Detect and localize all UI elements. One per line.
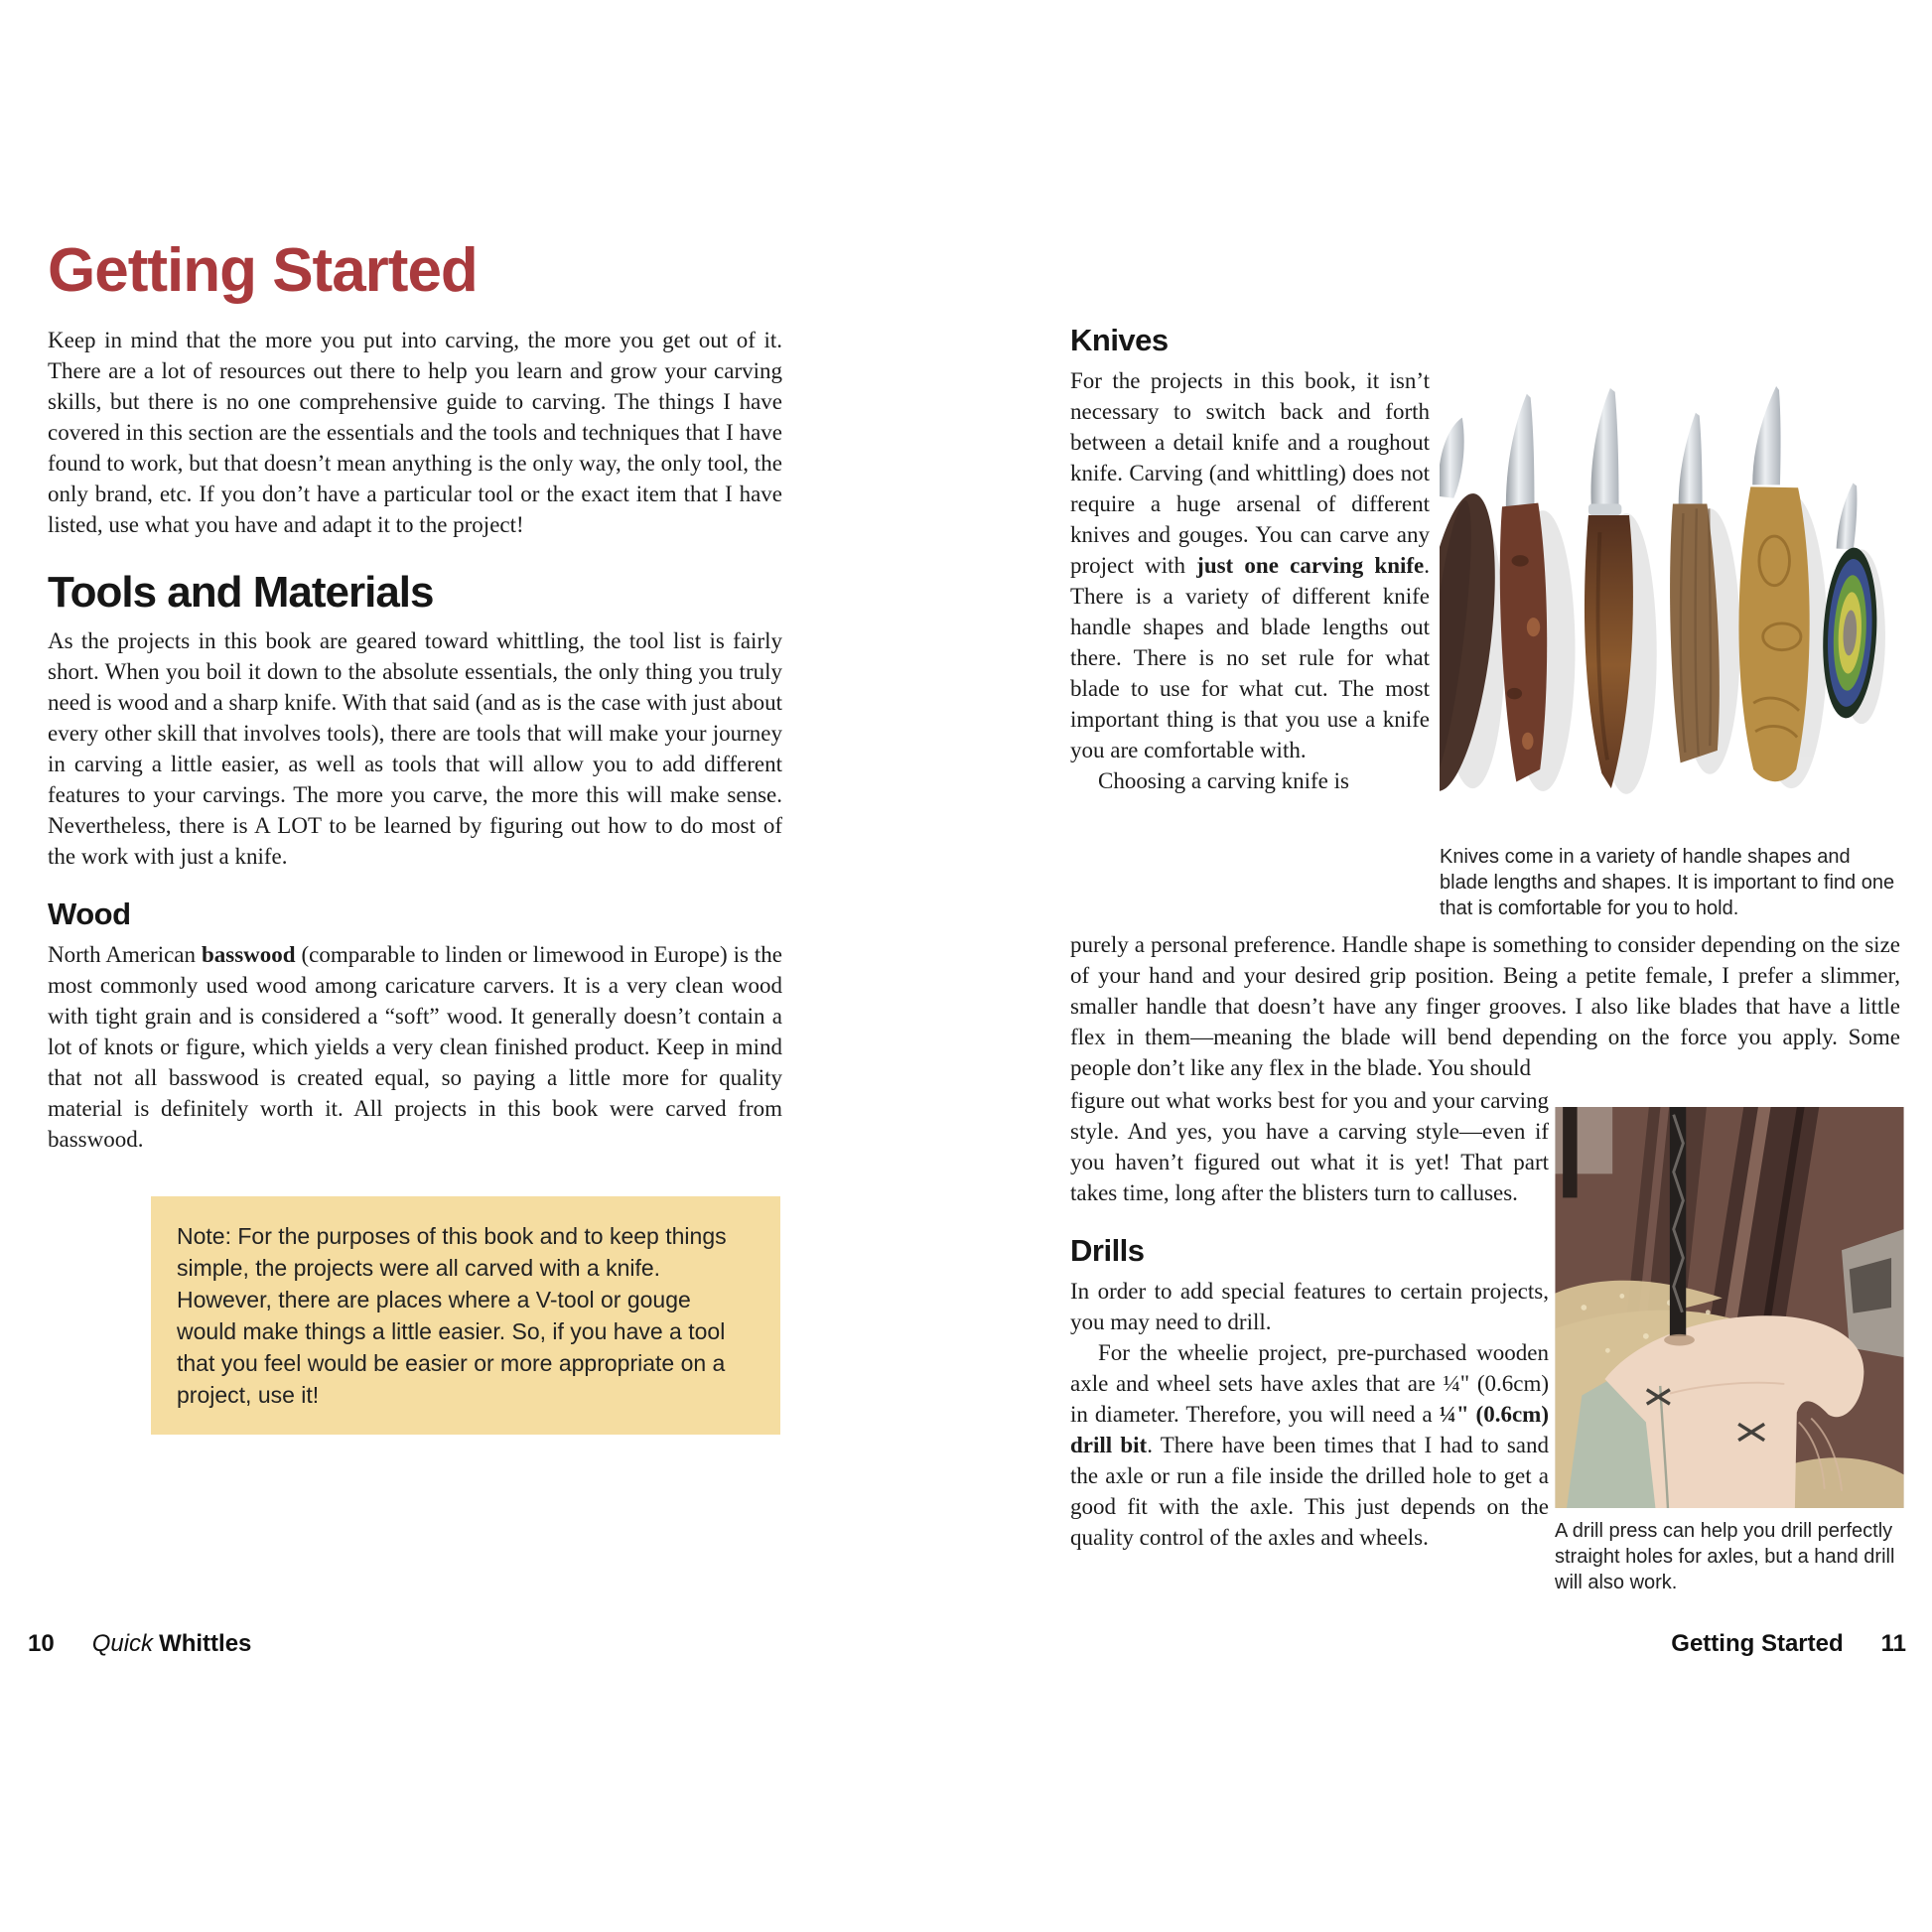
choosing-wide-paragraph: purely a personal preference. Handle shape is something to consider depending on the size of your hand and your desired grip position. Being a petite female, I prefer a slimmer, smaller handle that doesn’t have any finger grooves. I also like blades that have a little flex in them—meaning the blade will bend depending on the force you apply. Some people don’t like any flex in the blade. You should bbox=[1070, 932, 1900, 1080]
drills-heading: Drills bbox=[1070, 1233, 1145, 1268]
knives-photo bbox=[1440, 324, 1904, 834]
knives-photo-column bbox=[1440, 324, 1904, 921]
choosing-narrow-paragraph: figure out what works best for you and your carving style. And yes, you have a carving style—even if you haven’t figured out what it is yet! That part takes time, long after the blisters turn to calluses. bbox=[1070, 1088, 1549, 1205]
note-box bbox=[151, 1196, 780, 1435]
knives-text-column bbox=[1070, 324, 1430, 921]
book-title-script: Quick bbox=[91, 1630, 154, 1657]
page-number-left: 10 bbox=[28, 1630, 55, 1657]
drills-row bbox=[1070, 1085, 1904, 1595]
drill-press-photo bbox=[1555, 1107, 1904, 1508]
drill-photo-column bbox=[1555, 1085, 1904, 1595]
drills-text-column bbox=[1070, 1085, 1549, 1595]
knives-paragraph: For the projects in this book, it isn’t necessary to switch back and forth between a detail knife and a roughout knife. Carving (and whittling) does not require a huge arsenal of different knives and gouges. You can carve any project with just one carving knife. There is a variety of different knife handle shapes and blade lengths out there. There is no set rule for what blade to use for what cut. The most important thing is that you use a knife you are comfortable with. bbox=[1070, 368, 1431, 763]
knives-heading: Knives bbox=[1070, 323, 1169, 357]
knife-5-handle bbox=[1738, 486, 1809, 781]
tools-materials-heading: Tools and Materials bbox=[48, 568, 434, 618]
wood-paragraph: North American basswood (comparable to linden or limewood in Europe) is the most commonly used wood among caricature carvers. It is a very clean wood with tight grain and is considered a “soft” wood. It generally doesn’t contain a lot of knots or figure, which yields a very clean finished product. Keep in mind that not all basswood is created equal, so paying a little more for quality material is definitely worth it. All projects in this book were carved from basswood. bbox=[48, 942, 782, 1153]
left-page bbox=[48, 238, 782, 1435]
wood-heading: Wood bbox=[48, 897, 131, 932]
knives-photo-caption: Knives come in a variety of handle shapes and blade lengths and shapes. It is important to find one that is comfortable for you to hold. bbox=[1440, 846, 1895, 919]
tools-materials-paragraph: As the projects in this book are geared toward whittling, the tool list is fairly short. When you boil it down to the absolute essentials, the only thing you truly need is wood and a sharp knife. With that said (and as is the case with just about every other skill that involves tools), there are tools that will make your journey in carving a little easier, as well as tools that will allow you to add different features to your carvings. The more you carve, the more this will make sense. Nevertheless, there is A LOT to be learned by figuring out how to do most of the work with just a knife. bbox=[48, 628, 782, 870]
knives-row bbox=[1070, 324, 1904, 921]
drill-photo-caption: A drill press can help you drill perfectly straight holes for axles, but a hand drill will also work. bbox=[1555, 1520, 1895, 1593]
footer-section-name: Getting Started bbox=[1671, 1630, 1844, 1657]
right-page bbox=[1070, 324, 1904, 1595]
footer-right bbox=[1671, 1630, 1906, 1658]
book-title-bold: Whittles bbox=[159, 1630, 252, 1657]
choosing-lead-line: Choosing a carving knife is bbox=[1098, 768, 1349, 794]
intro-paragraph: Keep in mind that the more you put into carving, the more you get out of it. There are a lot of resources out there to help you learn and grow your carving skills, but there is no one comprehensive guide to carving. The things I have covered in this section are the essentials and the tools and techniques that I have found to work, but that doesn’t mean anything is the only way, the only tool, the only brand, etc. If you don’t have a particular tool or the exact item that I have listed, use what you have and adapt it to the project! bbox=[48, 328, 782, 538]
note-text: Note: For the purposes of this book and to keep things simple, the projects were all carved with a knife. However, there are places where a V-tool or gouge would make things a little easier. So, if you have a tool that you feel would be easier or more appropriate on a project, use it! bbox=[177, 1223, 727, 1409]
page-number-right: 11 bbox=[1880, 1630, 1906, 1657]
drills-paragraph-2: For the wheelie project, pre-purchased wooden axle and wheel sets have axles that are ¼" (0.6cm) in diameter. Therefore, you will need a ¼" (0.6cm) drill bit. There have been times that I had to sand the axle or run a file inside the drilled hole to get a good fit with the axle. This just depends on the quality control of the axles and wheels. bbox=[1070, 1340, 1550, 1551]
footer-left bbox=[28, 1630, 251, 1658]
chapter-title: Getting Started bbox=[48, 236, 478, 305]
drills-paragraph-1: In order to add special features to certain projects, you may need to drill. bbox=[1070, 1279, 1549, 1335]
knife-3-ferrule bbox=[1588, 504, 1621, 515]
